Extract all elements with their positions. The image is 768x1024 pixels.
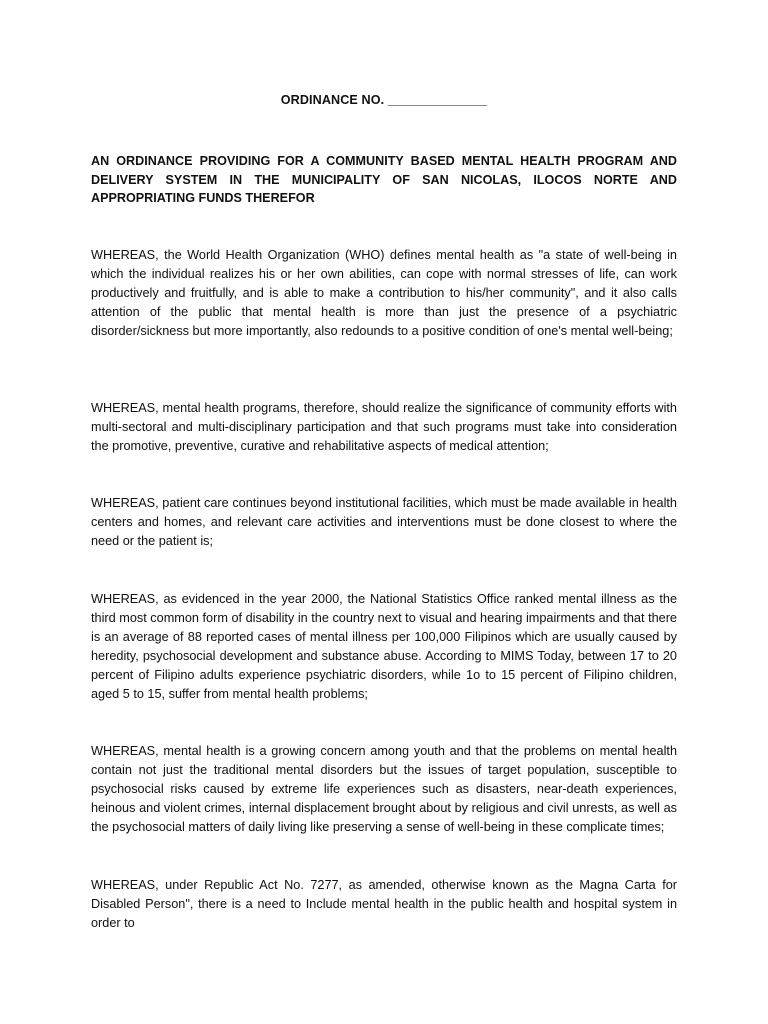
whereas-paragraph-patient-care: WHEREAS, patient care continues beyond institutional facilities, which must be made available in health centers and homes, and relevant care activities and interventions must be done closest to where the need or the patient is; (91, 496, 677, 548)
whereas-paragraph-statistics: WHEREAS, as evidenced in the year 2000, the National Statistics Office ranked mental illness as the third most common form of disability in the country next to visual and hearing impairments and that there is an average of 88 reported cases of mental illness per 100,000 Filipinos which are usually caused by heredity, psychosocial development and substance abuse. According to MIMS Today, between 17 to 20 percent of Filipino adults experience psychiatric disorders, while 1o to 15 percent of Filipino children, aged 5 to 15, suffer from mental health problems; (91, 592, 677, 701)
whereas-paragraph-community-efforts: WHEREAS, mental health programs, therefore, should realize the significance of community efforts with multi-sectoral and multi-disciplinary participation and that such programs must take into consideration the promotive, preventive, curative and rehabilitative aspects of medical attention; (91, 401, 677, 453)
whereas-paragraph-who-definition: WHEREAS, the World Health Organization (WHO) defines mental health as "a state of well-being in which the individual realizes his or her own abilities, can cope with normal stresses of life, can work productively and fruitfully, and is able to make a contribution to his/her community", and it also calls attention of the public that mental health is more than just the presence of a psychiatric disorder/sickness but more importantly, also redounds to a positive condition of one's mental well-being; (91, 248, 677, 338)
whereas-paragraph-youth-concern: WHEREAS, mental health is a growing concern among youth and that the problems on mental health contain not just the traditional mental disorders but the issues of target population, susceptible to psychosocial risks caused by extreme life experiences such as disasters, near-death experiences, heinous and violent crimes, internal displacement brought about by religious and civil unrests, as well as the psychosocial matters of daily living like preserving a sense of well-being in these complicate times; (91, 744, 677, 834)
ordinance-title: AN ORDINANCE PROVIDING FOR A COMMUNITY BASED MENTAL HEALTH PROGRAM AND DELIVERY SYSTEM IN THE MUNICIPALITY OF SAN NICOLAS, ILOCOS NORTE AND APPROPRIATING FUNDS THEREFOR (91, 154, 677, 206)
ordinance-number-heading: ORDINANCE NO. ______________ (280, 93, 488, 107)
whereas-paragraph-republic-act: WHEREAS, under Republic Act No. 7277, as amended, otherwise known as the Magna Carta for Disabled Person", there is a need to Include mental health in the public health and hospital system in order to (91, 878, 677, 930)
